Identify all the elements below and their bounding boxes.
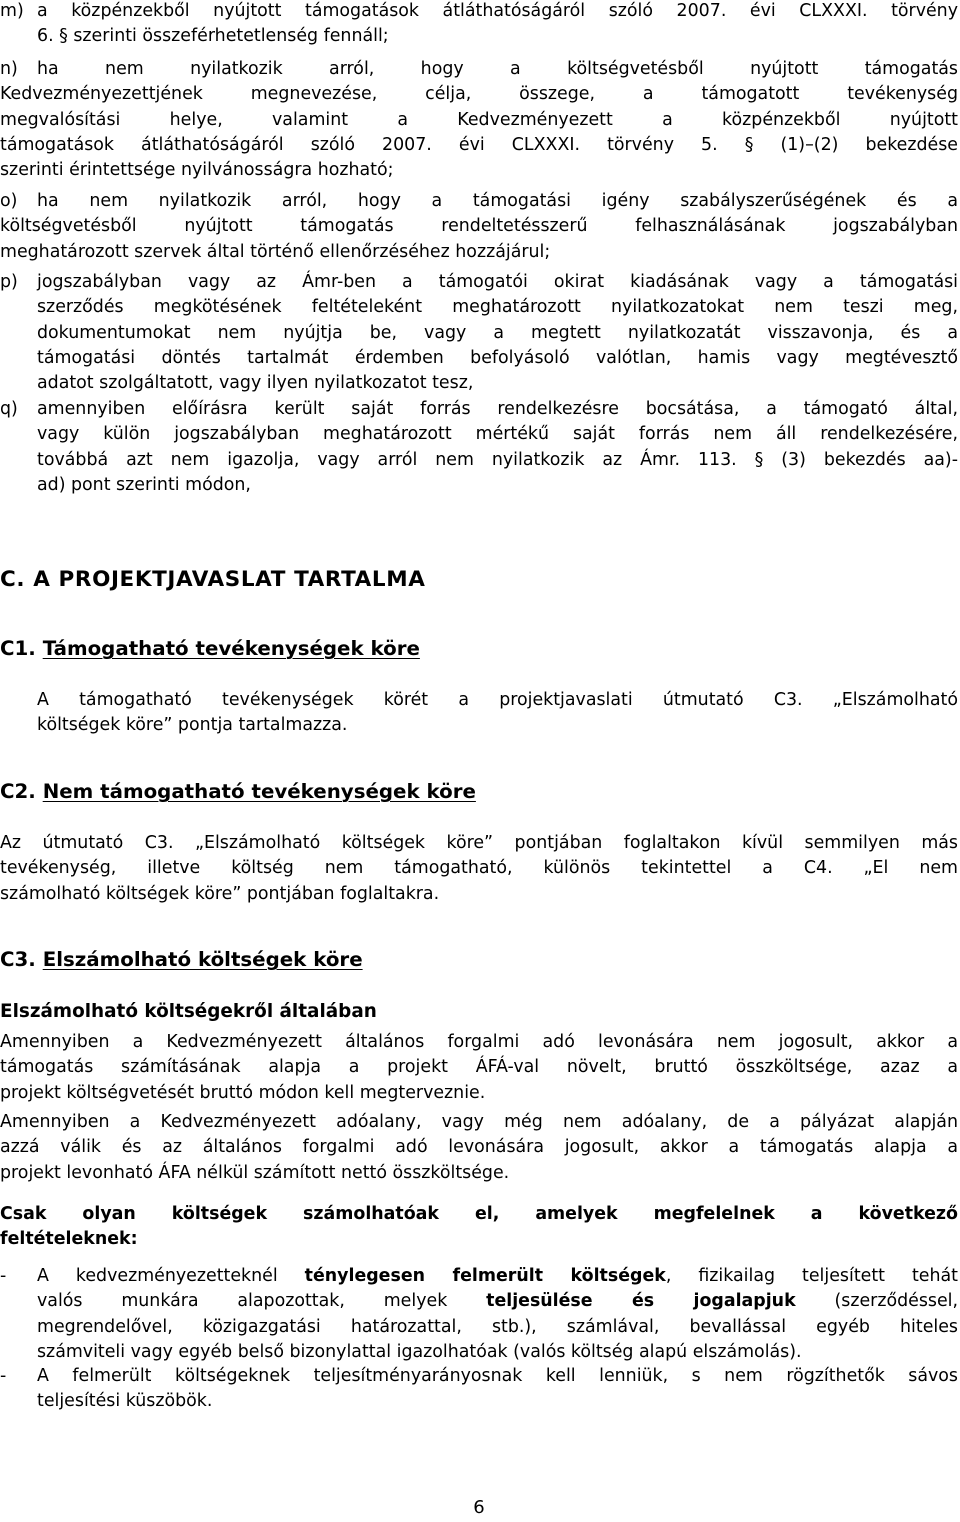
text-run: , fizikailag teljesített tehát bbox=[665, 1266, 958, 1286]
text-line bbox=[37, 1264, 958, 1289]
emphasis-text: teljesülése és jogalapjuk bbox=[486, 1291, 796, 1312]
section-number: C2. bbox=[0, 780, 36, 803]
section-heading-c1 bbox=[0, 637, 420, 660]
bullet-dash: - bbox=[0, 1266, 7, 1286]
c1-paragraph bbox=[37, 688, 958, 739]
text-line: a közpénzekből nyújtott támogatások átláthatóságáról szóló 2007. évi CLXXXI. törvény bbox=[37, 1, 958, 21]
text-line: ha nem nyilatkozik arról, hogy a támogatási igény szabályszerűségének és a bbox=[37, 191, 958, 211]
c3-paragraph-1 bbox=[0, 1030, 958, 1106]
list-item-label: o) bbox=[0, 191, 18, 211]
c3-bold-paragraph bbox=[0, 1202, 958, 1253]
text-line: Kedvezményezettjének megnevezése, célja, összege, a támogatott tevékenység bbox=[0, 84, 958, 105]
section-number: C1. bbox=[0, 637, 36, 660]
text-line: Csak olyan költségek számolhatóak el, amelyek megfelelnek a következő bbox=[0, 1204, 958, 1224]
text-run: valós munkára alapozottak, melyek bbox=[37, 1291, 487, 1312]
text-line: támogatások átláthatóságáról szóló 2007. évi CLXXXI. törvény 5. § (1)–(2) bekezdése bbox=[0, 134, 958, 155]
text-line: teljesítési küszöbök. bbox=[37, 1391, 213, 1412]
list-item-label: p) bbox=[0, 272, 18, 292]
text-line: ha nem nyilatkozik arról, hogy a költségvetésből nyújtott támogatás bbox=[37, 59, 958, 79]
text-line: projekt levonható ÁFA nélkül számított nettó összköltsége. bbox=[0, 1162, 510, 1183]
text-line: A felmerült költségeknek teljesítményarányosnak kell lenniük, s nem rögzíthetők sávos bbox=[37, 1366, 958, 1386]
text-line-continuation bbox=[0, 24, 958, 49]
text-line: adatot szolgáltatott, vagy ilyen nyilatkozatot tesz, bbox=[37, 373, 474, 394]
text-line: megrendelővel, közigazgatási határozattal, stb.), számlával, bevallással egyéb hiteles bbox=[37, 1316, 958, 1337]
text-line: tevékenység, illetve költség nem támogatható, különös tekintettel a C4. „El nem bbox=[0, 858, 958, 879]
emphasis-text: ténylegesen felmerült költségek bbox=[304, 1266, 666, 1286]
section-title: Elszámolható költségek köre bbox=[42, 948, 363, 971]
section-heading-c: C. A PROJEKTJAVASLAT TARTALMA bbox=[0, 567, 426, 592]
text-line: Amennyiben a Kedvezményezett általános forgalmi adó levonására nem jogosult, akkor a bbox=[0, 1032, 958, 1052]
list-item-n-continuation bbox=[0, 82, 958, 183]
text-line: költségvetésből nyújtott támogatás rendeltetésszerű felhasználásának jogszabályban bbox=[0, 216, 958, 237]
text-line: Az útmutató C3. „Elszámolható költségek köre” pontjában foglaltakon kívül semmilyen más bbox=[0, 833, 958, 853]
section-heading-c2 bbox=[0, 780, 476, 803]
c2-paragraph bbox=[0, 831, 958, 907]
text-line: projekt költségvetését bruttó módon kell megterveznie. bbox=[0, 1082, 486, 1103]
text-line: amennyiben előírásra került saját forrás rendelkezésre bocsátása, a támogató által, bbox=[37, 399, 958, 419]
text-line: szerinti érintettsége nyilvánosságra hozható; bbox=[0, 160, 394, 181]
text-line: ad) pont szerinti módon, bbox=[37, 474, 251, 495]
list-item-label: m) bbox=[0, 1, 24, 21]
text-line: meghatározott szervek által történő ellenőrzéséhez hozzájárul; bbox=[0, 241, 551, 262]
text-line: Amennyiben a Kedvezményezett adóalany, vagy még nem adóalany, de a pályázat alapján bbox=[0, 1112, 958, 1132]
text-line: szerződés megkötésének feltételeként meghatározott nyilatkozatokat nem teszi meg, bbox=[37, 297, 958, 318]
section-title: Támogatható tevékenységek köre bbox=[42, 637, 420, 660]
text-run: A kedvezményezetteknél bbox=[37, 1266, 305, 1286]
text-line: 6. § szerinti összeférhetetlenség fennáll; bbox=[37, 26, 389, 46]
text-run: (szerződéssel, bbox=[795, 1291, 959, 1312]
text-line: jogszabályban vagy az Ámr-ben a támogatói okirat kiadásának vagy a támogatási bbox=[37, 272, 958, 292]
text-line: azzá válik és az általános forgalmi adó levonására jogosult, akkor a támogatás alapja a bbox=[0, 1137, 958, 1158]
page-number: 6 bbox=[473, 1497, 485, 1518]
subheading: Elszámolható költségekről általában bbox=[0, 1001, 377, 1022]
text-line: számolható költségek köre” pontjában foglaltakra. bbox=[0, 883, 440, 904]
text-line: megvalósítási helye, valamint a Kedvezményezett a közpénzekből nyújtott bbox=[0, 109, 958, 130]
text-line: A támogatható tevékenységek körét a projektjavaslati útmutató C3. „Elszámolható bbox=[37, 690, 958, 710]
section-number: C3. bbox=[0, 948, 36, 971]
text-line: dokumentumokat nem nyújtja be, vagy a megtett nyilatkozatát visszavonja, és a bbox=[37, 322, 958, 343]
bullet-dash: - bbox=[0, 1366, 7, 1386]
text-line: továbbá azt nem igazolja, vagy arról nem nyilatkozik az Ámr. 113. § (3) bekezdés aa)- bbox=[37, 449, 958, 470]
text-line bbox=[37, 1289, 958, 1314]
text-line: számviteli vagy egyéb belső bizonylattal igazolhatóak (valós költség alapú elszámolás). bbox=[37, 1341, 802, 1362]
section-title: Nem támogatható tevékenységek köre bbox=[42, 780, 476, 803]
list-item-label: q) bbox=[0, 399, 18, 419]
c3-paragraph-2 bbox=[0, 1110, 958, 1186]
text-line: vagy külön jogszabályban meghatározott mértékű saját forrás nem áll rendelkezésére, bbox=[37, 424, 958, 445]
text-line: támogatás számításának alapja a projekt ÁFÁ-val növelt, bruttó összköltsége, azaz a bbox=[0, 1057, 958, 1078]
text-line: költségek köre” pontja tartalmazza. bbox=[37, 715, 348, 736]
text-line: feltételeknek: bbox=[0, 1229, 138, 1250]
list-item-label: n) bbox=[0, 59, 18, 79]
text-line: támogatási döntés tartalmát érdemben befolyásoló valótlan, hamis vagy megtévesztő bbox=[37, 347, 958, 368]
section-heading-c3 bbox=[0, 948, 363, 971]
